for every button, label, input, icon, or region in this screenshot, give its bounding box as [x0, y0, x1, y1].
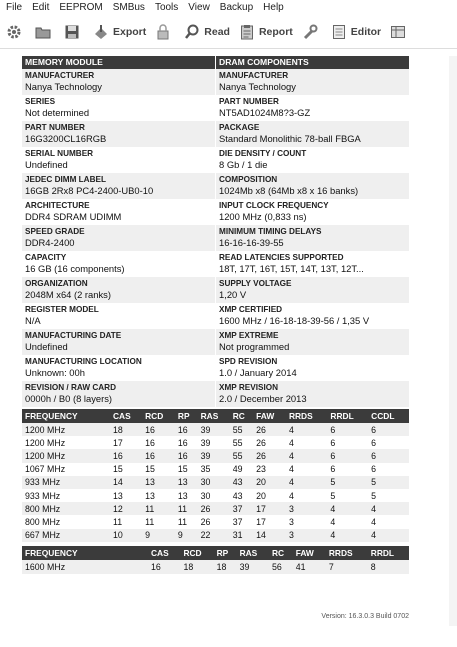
- timing-cell: 1067 MHz: [25, 464, 66, 475]
- xmp-col-frequency: FREQUENCY: [22, 546, 148, 560]
- timing-cell: 4: [330, 516, 336, 527]
- xmp-col-cas: CAS: [148, 546, 180, 560]
- dram-xmp-extreme: XMP EXTREME Not programmed: [216, 329, 409, 355]
- timing-cell: 5: [327, 476, 368, 489]
- lock-icon: [155, 24, 171, 40]
- timing-cell: 15: [177, 464, 188, 475]
- dram-xmp-certified: XMP CERTIFIED 1600 MHz / 16-18-18-39-56 / 1,35 V: [219, 305, 370, 326]
- timing-cell: 26: [253, 423, 286, 436]
- timing-row: [22, 423, 409, 436]
- menu-view[interactable]: View: [188, 1, 210, 13]
- timing-cell: 3: [288, 516, 294, 527]
- menu-tools[interactable]: Tools: [154, 1, 179, 13]
- timing-cell: 16: [142, 449, 175, 462]
- dram-input-clock: INPUT CLOCK FREQUENCY 1200 MHz (0,833 ns): [219, 201, 329, 222]
- timing-cell: 1200 MHz: [22, 449, 110, 462]
- timing-cell: 16: [177, 437, 188, 448]
- xmp-col-ras: RAS: [237, 546, 269, 560]
- export-icon: [93, 24, 109, 40]
- xmp-cell: 18: [214, 560, 237, 574]
- settings-button[interactable]: [6, 24, 26, 40]
- dram-spd-revision: SPD REVISION 1.0 / January 2014: [219, 357, 297, 378]
- timing-cell: 6: [330, 464, 336, 475]
- open-button[interactable]: [35, 24, 55, 40]
- menu-help[interactable]: Help: [263, 1, 284, 13]
- module-capacity: CAPACITY 16 GB (16 components): [25, 253, 125, 274]
- module-serial-number: SERIAL NUMBER Undefined: [25, 149, 94, 170]
- timing-cell: 6: [371, 437, 377, 448]
- menu-file[interactable]: File: [6, 1, 23, 13]
- timing-cell: 4: [327, 529, 368, 542]
- export-label: Export: [113, 25, 147, 38]
- timing-cell: 14: [110, 476, 142, 489]
- timing-cell: 39: [200, 437, 211, 448]
- timing-cell: 4: [368, 529, 409, 542]
- editor-label: Editor: [350, 25, 382, 38]
- timing-col-ras: RAS: [198, 409, 230, 423]
- timing-col-ccdl: CCDL: [368, 409, 409, 423]
- scroll-track[interactable]: [449, 56, 457, 626]
- menu-smbus[interactable]: SMBus: [112, 1, 145, 13]
- timing-cell: 1200 MHz: [25, 437, 66, 448]
- timing-cell: 933 MHz: [22, 476, 110, 489]
- timing-col-faw: FAW: [253, 409, 286, 423]
- timing-cell: 1200 MHz: [22, 423, 110, 436]
- xmp-cell: 1600 MHz: [22, 560, 148, 574]
- xmp-body: [22, 560, 409, 574]
- timing-cell: 37: [230, 502, 253, 515]
- timing-cell: 4: [371, 516, 377, 527]
- timing-cell: 39: [198, 423, 230, 436]
- timing-cell: 31: [230, 529, 253, 542]
- xmp-col-rc: RC: [269, 546, 293, 560]
- module-register-model: REGISTER MODEL N/A: [25, 305, 99, 326]
- timing-cell: 30: [200, 490, 211, 501]
- timing-cell: 6: [327, 449, 368, 462]
- module-jedec-label: JEDEC DIMM LABEL 16GB 2Rx8 PC4-2400-UB0-10: [22, 173, 215, 199]
- timing-cell: 6: [371, 464, 377, 475]
- timing-cell: 49: [232, 464, 243, 475]
- timing-row: [22, 502, 409, 515]
- xmp-cell: 39: [237, 560, 269, 574]
- timing-cell: 20: [256, 490, 266, 501]
- timing-cell: 16: [142, 423, 175, 436]
- timing-row: [22, 436, 409, 449]
- xmp-col-rrds: RRDS: [326, 546, 368, 560]
- timing-cell: 5: [368, 476, 409, 489]
- dram-supply-voltage: SUPPLY VOLTAGE 1,20 V: [216, 277, 409, 303]
- timing-cell: 16: [145, 437, 155, 448]
- timing-cell: 14: [253, 529, 286, 542]
- info-grid: [22, 56, 409, 407]
- timing-cell: 11: [177, 516, 188, 527]
- dram-composition: COMPOSITION 1024Mb x8 (64Mb x8 x 16 banks): [216, 173, 409, 199]
- xmp-cell: 56: [269, 560, 293, 574]
- timing-cell: 15: [145, 464, 155, 475]
- memory-module-column: [22, 56, 215, 407]
- timing-cell: 6: [330, 437, 336, 448]
- module-speed-grade: SPEED GRADE DDR4-2400: [22, 225, 215, 251]
- dram-part-number: PART NUMBER NT5AD1024M8?3-GZ: [219, 97, 311, 118]
- timing-cell: 11: [113, 516, 123, 527]
- timing-cell: 39: [198, 449, 230, 462]
- timing-cell: 13: [145, 490, 155, 501]
- clipboard-icon: [239, 24, 255, 40]
- timing-cell: 23: [256, 464, 266, 475]
- read-button[interactable]: [184, 24, 230, 40]
- gear-icon: [6, 24, 22, 40]
- export-button[interactable]: [93, 24, 146, 40]
- timing-cell: 43: [232, 490, 243, 501]
- timing-cell: 3: [286, 502, 327, 515]
- timing-cell: 5: [371, 490, 377, 501]
- tools-button[interactable]: [302, 24, 322, 40]
- timing-cell: 26: [200, 516, 211, 527]
- timing-cell: 11: [145, 516, 155, 527]
- timing-cell: 35: [200, 464, 211, 475]
- timing-row: [22, 476, 409, 489]
- timing-cell: 15: [113, 464, 123, 475]
- timing-cell: 18: [110, 423, 142, 436]
- save-button[interactable]: [64, 24, 84, 40]
- timing-cell: 37: [232, 516, 243, 527]
- folder-icon: [35, 24, 51, 40]
- table-icon: [390, 24, 406, 40]
- timing-header-row: [22, 409, 409, 423]
- timing-cell: 4: [286, 423, 327, 436]
- timing-cell: 4: [286, 476, 327, 489]
- read-label: Read: [204, 25, 230, 38]
- menu-edit[interactable]: Edit: [32, 1, 50, 13]
- timing-cell: 4: [368, 502, 409, 515]
- timing-cell: 11: [142, 502, 175, 515]
- module-organization: ORGANIZATION 2048M x64 (2 ranks): [22, 277, 215, 303]
- timing-cell: 4: [288, 464, 294, 475]
- module-manufacturing-location: MANUFACTURING LOCATION Unknown: 00h: [25, 357, 142, 378]
- timing-cell: 20: [253, 476, 286, 489]
- timing-cell: 800 MHz: [22, 502, 110, 515]
- dram-components-header: DRAM COMPONENTS: [216, 56, 409, 69]
- timing-row: [22, 449, 409, 462]
- timing-cell: 17: [113, 437, 123, 448]
- timing-cell: 6: [368, 449, 409, 462]
- timing-col-rrdl: RRDL: [327, 409, 368, 423]
- timing-cell: 800 MHz: [25, 516, 61, 527]
- timing-cell: 10: [110, 529, 142, 542]
- magnifier-icon: [184, 24, 200, 40]
- timing-col-cas: CAS: [110, 409, 142, 423]
- timing-cell: 43: [230, 476, 253, 489]
- timing-cell: 16: [175, 423, 198, 436]
- timing-cell: 5: [330, 490, 336, 501]
- timing-cell: 17: [253, 502, 286, 515]
- module-architecture: ARCHITECTURE DDR4 SDRAM UDIMM: [25, 201, 122, 222]
- module-manufacturer: MANUFACTURER Nanya Technology: [22, 69, 215, 95]
- timing-cell: 30: [198, 476, 230, 489]
- module-revision: REVISION / RAW CARD 0000h / B0 (8 layers): [22, 381, 215, 407]
- timing-cell: 16: [175, 449, 198, 462]
- timing-cell: 13: [113, 490, 123, 501]
- lock-button[interactable]: [155, 24, 175, 40]
- dram-minimum-timings: MINIMUM TIMING DELAYS 16-16-16-39-55: [216, 225, 409, 251]
- xmp-col-rrdl: RRDL: [368, 546, 409, 560]
- timing-row: [22, 489, 409, 502]
- timing-cell: 55: [232, 437, 243, 448]
- timing-cell: 22: [198, 529, 230, 542]
- dram-xmp-revision: XMP REVISION 2.0 / December 2013: [216, 381, 409, 407]
- xmp-col-rcd: RCD: [180, 546, 213, 560]
- xmp-cell: 18: [180, 560, 213, 574]
- module-part-number: PART NUMBER 16G3200CL16RGB: [22, 121, 215, 147]
- timing-body: [22, 423, 409, 542]
- menu-bar: [0, 0, 457, 14]
- timing-cell: 4: [288, 490, 294, 501]
- timing-cell: 667 MHz: [22, 529, 110, 542]
- xmp-row: [22, 560, 409, 574]
- editor-button[interactable]: [331, 24, 381, 40]
- timing-cell: 11: [175, 502, 198, 515]
- dram-die-density: DIE DENSITY / COUNT 8 Gb / 1 die: [219, 149, 307, 170]
- timing-cell: 17: [256, 516, 266, 527]
- timing-cell: 3: [286, 529, 327, 542]
- timing-cell: 26: [253, 449, 286, 462]
- menu-backup[interactable]: Backup: [219, 1, 254, 13]
- timing-cell: 16: [110, 449, 142, 462]
- xmp-cell: 16: [148, 560, 180, 574]
- memory-module-header: MEMORY MODULE: [22, 56, 215, 69]
- dram-package: PACKAGE Standard Monolithic 78-ball FBGA: [216, 121, 409, 147]
- timing-cell: 6: [368, 423, 409, 436]
- extra-button[interactable]: [390, 24, 410, 40]
- timing-row: [22, 529, 409, 542]
- timing-cell: 26: [198, 502, 230, 515]
- report-label: Report: [258, 25, 293, 38]
- timing-cell: 4: [327, 502, 368, 515]
- timing-cell: 933 MHz: [25, 490, 61, 501]
- module-manufacturing-date: MANUFACTURING DATE Undefined: [22, 329, 215, 355]
- spd-report: [22, 56, 409, 574]
- timing-cell: 13: [175, 476, 198, 489]
- timing-row: [22, 515, 409, 528]
- dram-manufacturer: MANUFACTURER Nanya Technology: [216, 69, 409, 95]
- timing-cell: 55: [230, 423, 253, 436]
- xmp-col-faw: FAW: [293, 546, 326, 560]
- dram-read-latencies: READ LATENCIES SUPPORTED 18T, 17T, 16T, 15T, 14T, 13T, 12T...: [219, 253, 364, 274]
- xmp-header-row: [22, 546, 409, 560]
- timing-cell: 4: [288, 437, 294, 448]
- toolbar: [0, 15, 457, 49]
- module-series: SERIES Not determined: [25, 97, 90, 118]
- menu-eeprom[interactable]: EEPROM: [59, 1, 103, 13]
- version-label: Version: 16.3.0.3 Build 0702: [321, 613, 409, 620]
- timing-cell: 13: [142, 476, 175, 489]
- timing-col-rc: RC: [230, 409, 253, 423]
- wrench-icon: [302, 24, 318, 40]
- timing-cell: 4: [286, 449, 327, 462]
- timing-col-rrds: RRDS: [286, 409, 327, 423]
- report-button[interactable]: [239, 24, 293, 40]
- document-icon: [331, 24, 347, 40]
- timing-cell: 9: [142, 529, 175, 542]
- timing-col-rcd: RCD: [142, 409, 175, 423]
- xmp-col-rp: RP: [214, 546, 237, 560]
- timing-row: [22, 463, 409, 476]
- xmp-cell: 7: [326, 560, 368, 574]
- floppy-icon: [64, 24, 80, 40]
- timing-cell: 6: [327, 423, 368, 436]
- timing-cell: 12: [110, 502, 142, 515]
- timing-cell: 26: [256, 437, 266, 448]
- dram-components-column: [216, 56, 409, 407]
- xmp-timings-table: [22, 546, 409, 574]
- xmp-cell: 8: [368, 560, 409, 574]
- timing-cell: 9: [175, 529, 198, 542]
- xmp-cell: 41: [293, 560, 326, 574]
- timing-cell: 55: [230, 449, 253, 462]
- jedec-timings-table: [22, 409, 409, 542]
- timing-cell: 13: [177, 490, 188, 501]
- timing-col-frequency: FREQUENCY: [22, 409, 110, 423]
- timing-col-rp: RP: [175, 409, 198, 423]
